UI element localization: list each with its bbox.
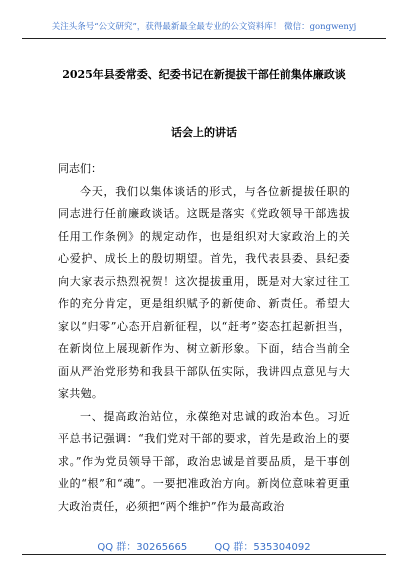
footer-qq-group-1: QQ 群：30265665 <box>97 542 188 553</box>
document-title-line-1: 2025年县委常委、纪委书记在新提拔干部任前集体廉政谈 <box>62 68 346 81</box>
document-body <box>58 158 350 518</box>
page-header-notice: 关注头条号“公文研究”，获得最新最全最专业的公文资料库！ 微信：gongwenyj <box>22 20 386 39</box>
footer-qq-group-2: QQ 群：535304092 <box>214 542 311 553</box>
salutation: 同志们： <box>58 162 102 175</box>
footer-divider <box>22 554 386 555</box>
page-footer <box>0 538 408 553</box>
document-title-line-2: 话会上的讲话 <box>171 126 237 139</box>
paragraph-section-1: 一、提高政治站位，永葆绝对忠诚的政治本色。习近平总书记强调：“我们党对干部的要求，首先是政治上的要求。”作为党员领导干部，政治忠诚是首要品质，是干事创业的“根”和“魂”。一要把准政治方向。新岗位意味着更重大政治责任，必须把“两个维护”作为最高政治 <box>58 409 350 513</box>
paragraph-intro: 今天，我们以集体谈话的形式，与各位新提拔任职的同志进行任前廉政谈话。这既是落实《党政领导干部选拔任用工作条例》的规定动作，也是组织对大家政治上的关心爱护、成长上的殷切期望。首先，我代表县委、县纪委向大家表示热烈祝贺！这次提拔重用，既是对大家过往工作的充分肯定，更是组织赋予的新使命、新责任。希望大家以“归零”心态开启新征程，以“赶考”姿态扛起新担当，在新岗位上展现新作为、树立新形象。下面，结合当前全面从严治党形势和我县干部队伍实际，我讲四点意见与大家共勉。 <box>58 184 350 400</box>
